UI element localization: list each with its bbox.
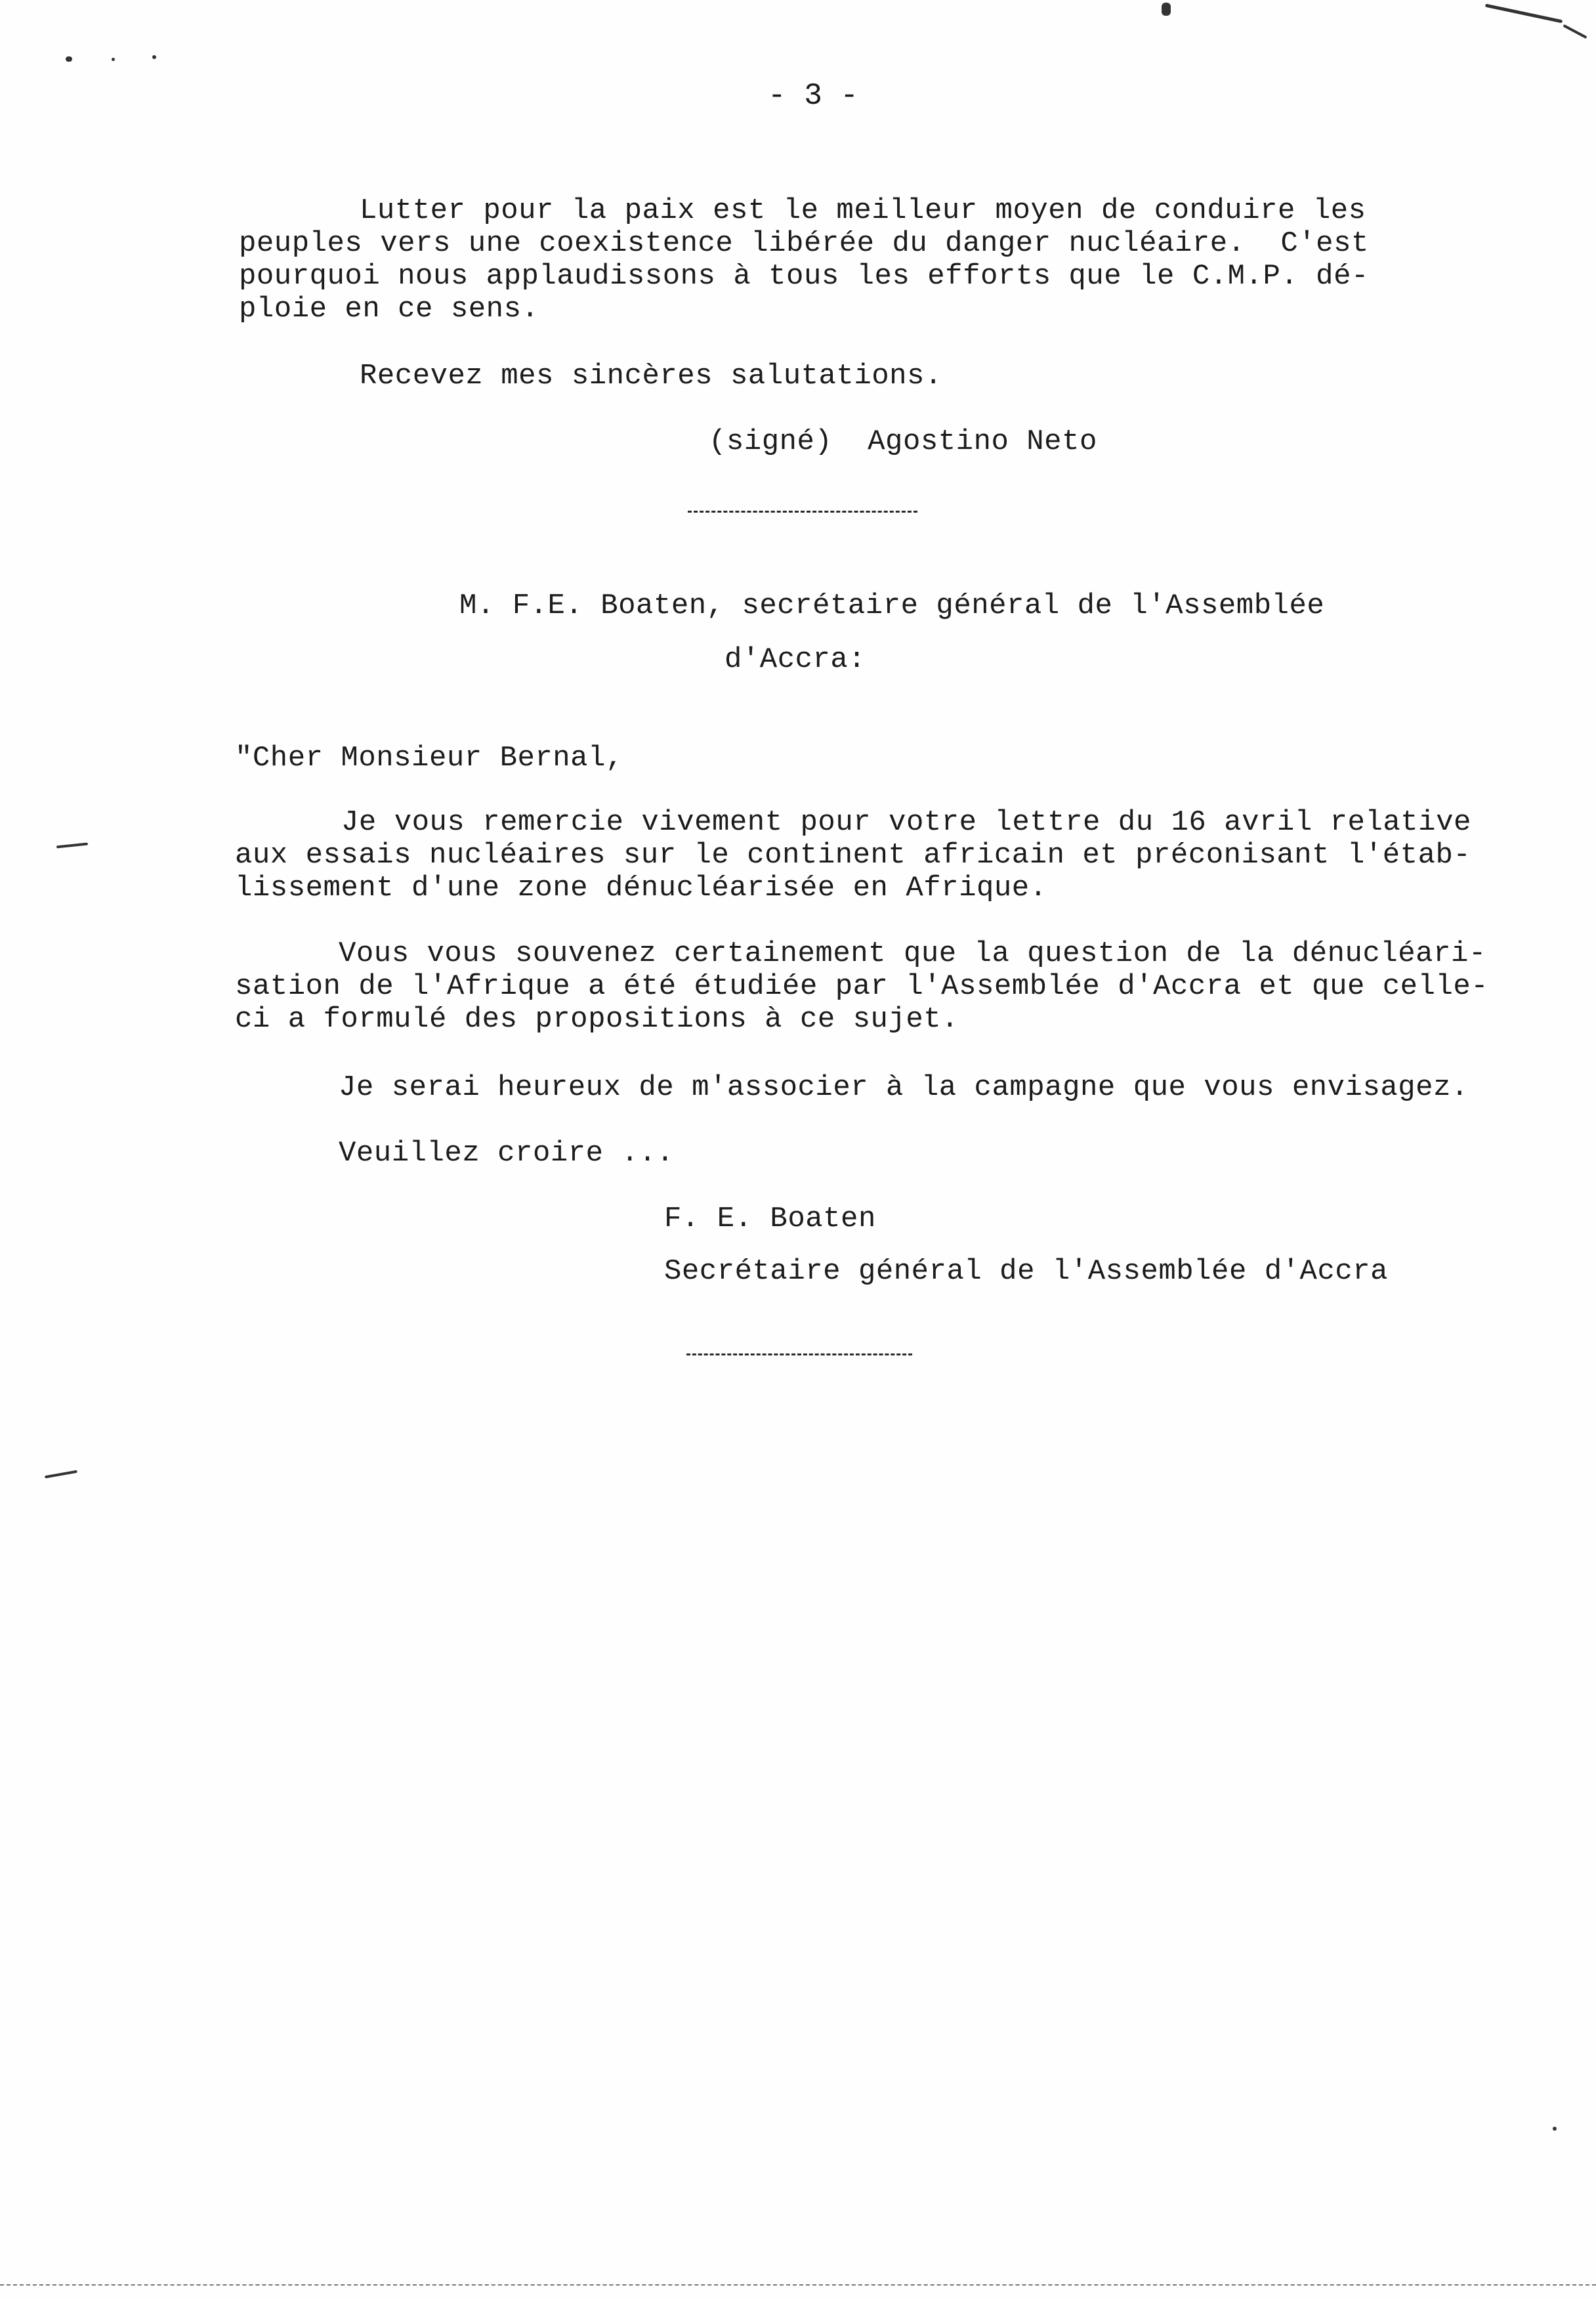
letter2-paragraph-line: aux essais nucléaires sur le continent africain et préconisant l'étab- [235, 839, 1471, 872]
scan-mark [1563, 24, 1587, 39]
section-heading: M. F.E. Boaten, secrétaire général de l'Assemblée [459, 589, 1325, 622]
page-bottom-edge [0, 2284, 1596, 2286]
scan-speck [1162, 3, 1171, 16]
scan-speck [66, 56, 72, 62]
scan-mark [1485, 4, 1563, 24]
letter1-body-line: peuples vers une coexistence libérée du danger nucléaire. C'est [239, 227, 1369, 260]
separator-rule [688, 511, 917, 513]
letter1-body-line: pourquoi nous applaudissons à tous les efforts que le C.M.P. dé- [239, 260, 1369, 293]
scan-speck [112, 58, 115, 61]
letter2-signature-title: Secrétaire général de l'Assemblée d'Accra [664, 1255, 1389, 1288]
scan-speck [152, 55, 156, 59]
letter1-body-line: Lutter pour la paix est le meilleur moyen de conduire les [360, 194, 1366, 227]
letter2-salutation: "Cher Monsieur Bernal, [235, 742, 623, 775]
letter1-closing: Recevez mes sincères salutations. [360, 360, 942, 393]
letter1-body-line: ploie en ce sens. [239, 293, 539, 326]
scan-speck [1553, 2127, 1557, 2131]
letter2-paragraph-line: Je serai heureux de m'associer à la campagne que vous envisagez. [339, 1071, 1469, 1104]
letter2-paragraph-line: ci a formulé des propositions à ce sujet. [235, 1003, 959, 1036]
letter2-closing: Veuillez croire ... [339, 1137, 675, 1170]
separator-rule [686, 1353, 912, 1355]
letter2-paragraph-line: Je vous remercie vivement pour votre lettre du 16 avril relative [341, 806, 1471, 839]
scan-mark [56, 843, 88, 849]
letter2-paragraph-line: sation de l'Afrique a été étudiée par l'Assemblée d'Accra et que celle- [235, 970, 1489, 1003]
section-heading: d'Accra: [724, 643, 866, 676]
scan-mark [45, 1470, 77, 1479]
letter2-paragraph-line: Vous vous souvenez certainement que la question de la dénucléari- [339, 937, 1486, 970]
letter2-signature-name: F. E. Boaten [664, 1203, 876, 1235]
letter2-paragraph-line: lissement d'une zone dénucléarisée en Afrique. [235, 872, 1047, 905]
letter1-signature: (signé) Agostino Neto [709, 425, 1097, 458]
page-number: - 3 - [768, 79, 859, 113]
